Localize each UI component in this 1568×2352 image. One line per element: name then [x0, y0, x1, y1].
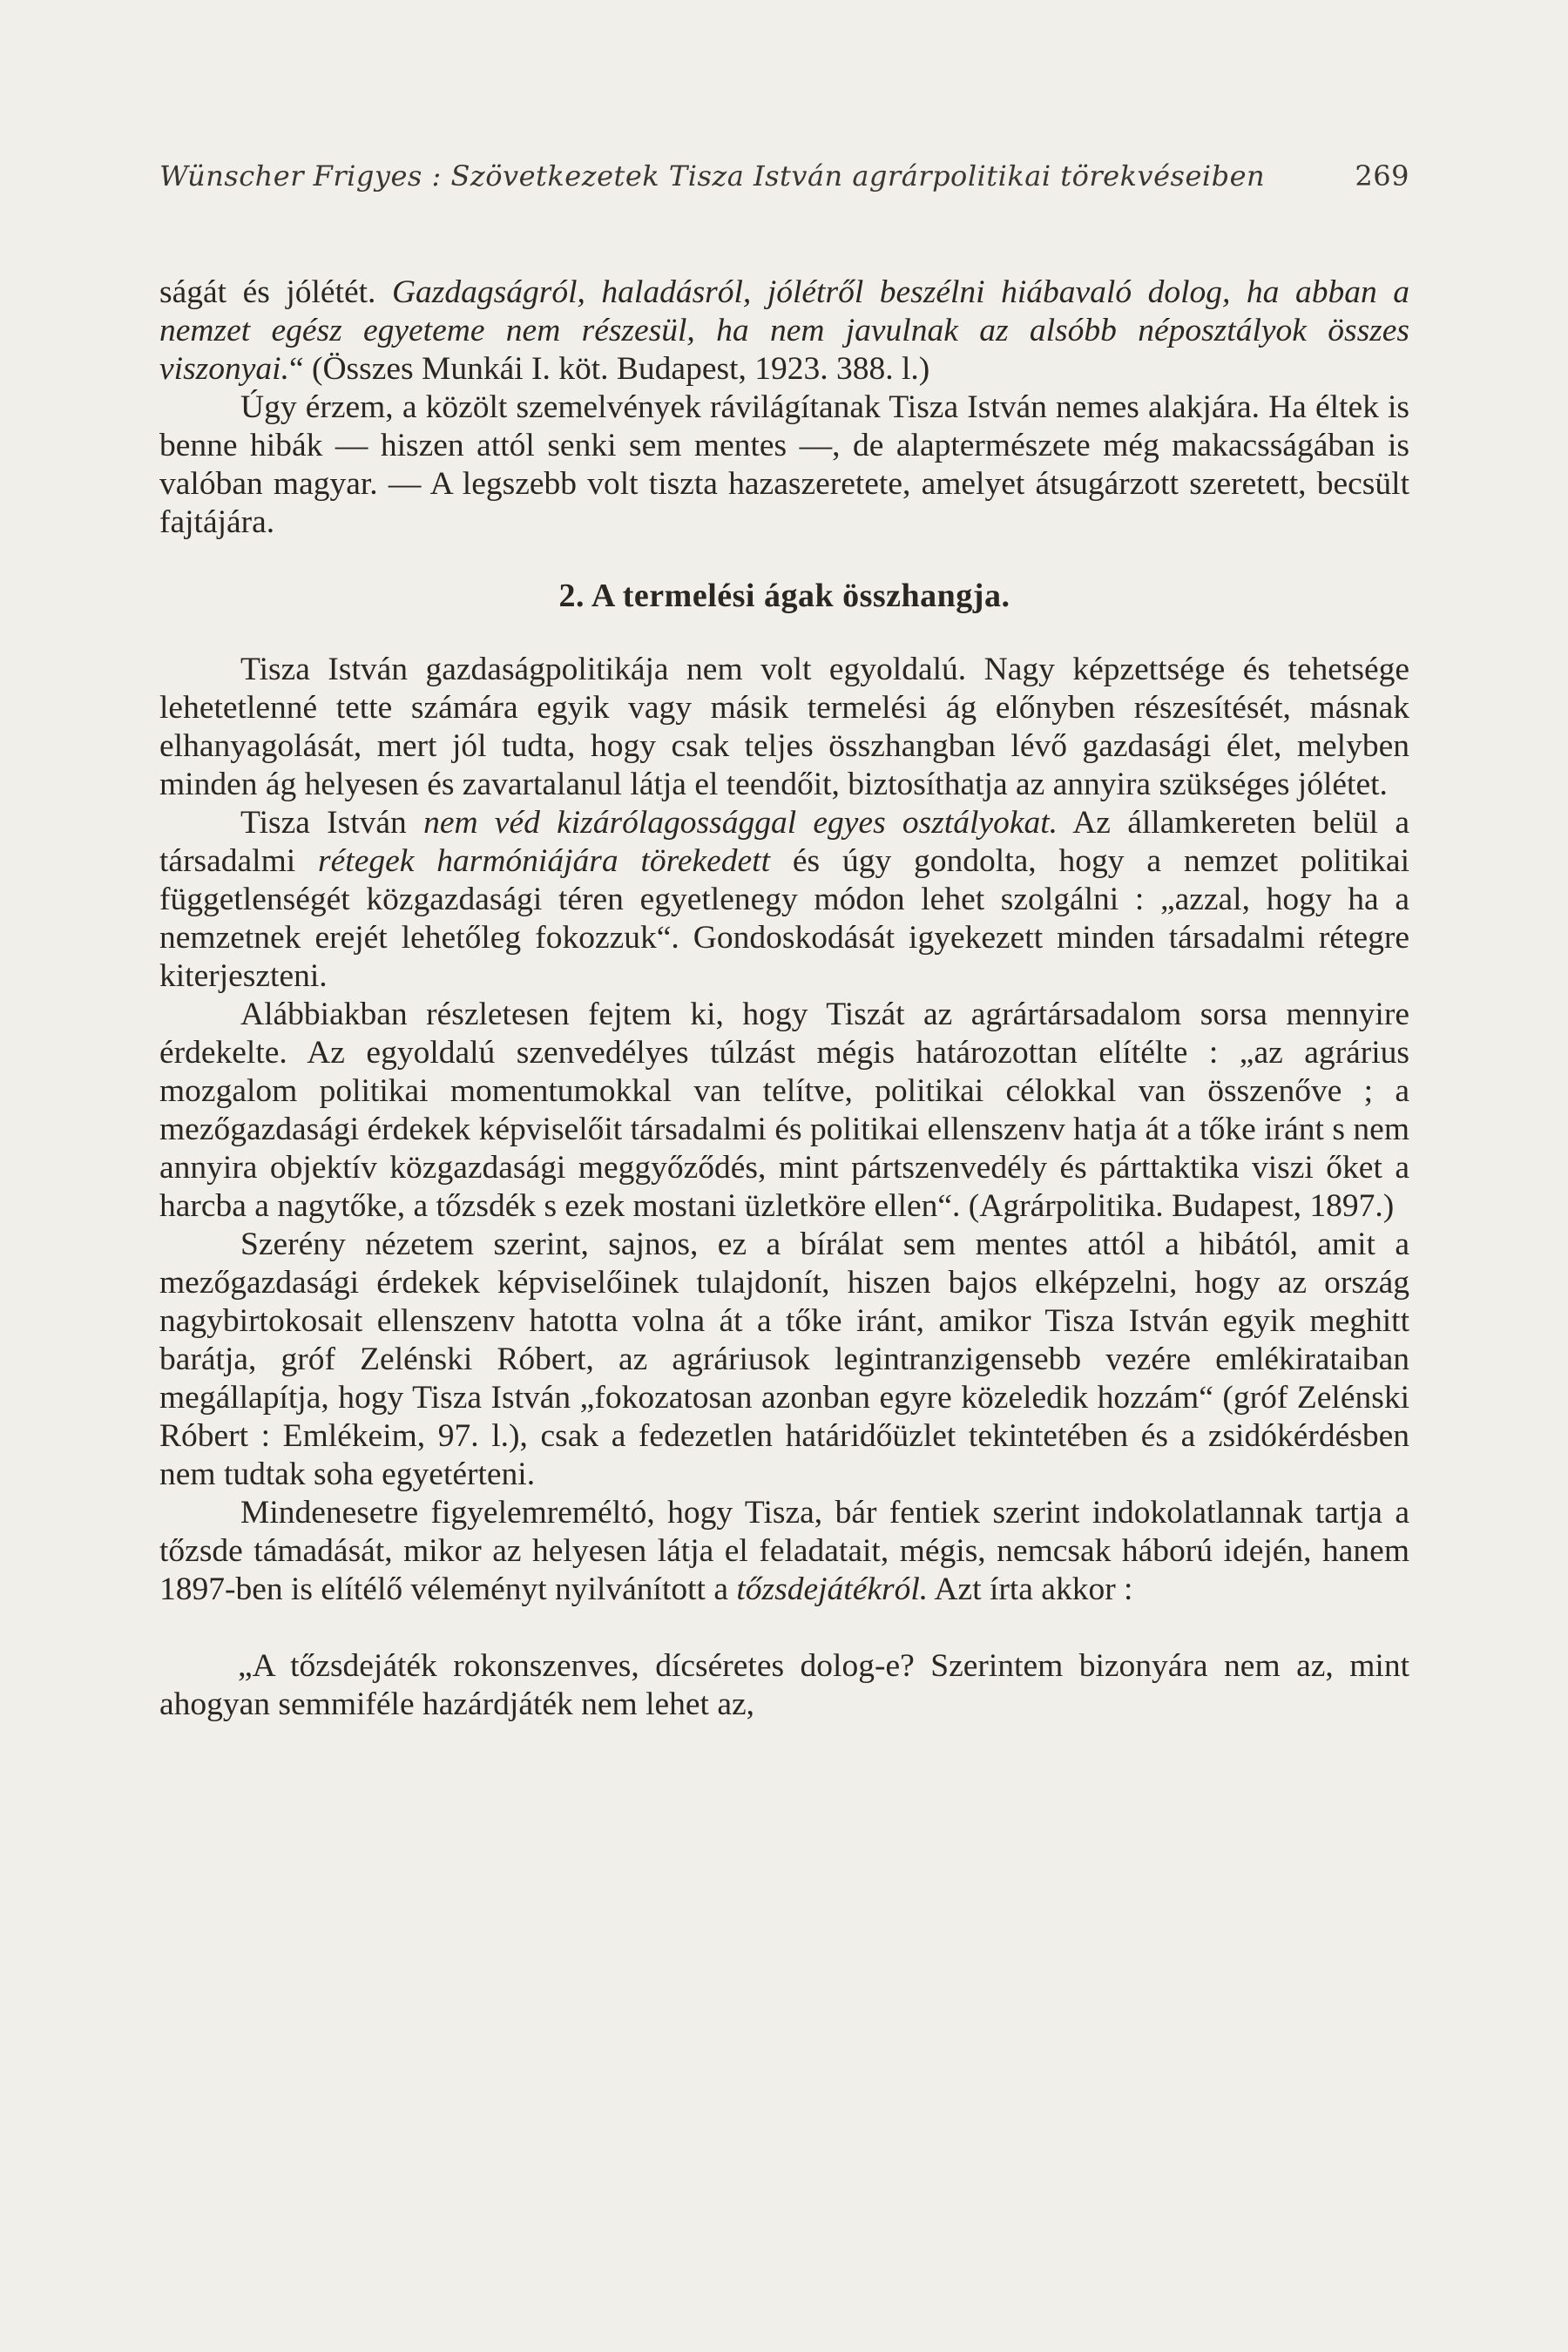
block-quote: „A tőzsdejáték rokonszenves, dícséretes dolog-e? Szerintem bizonyára nem az, mint ahogyan semmiféle hazárdjáték nem lehet az,	[159, 1648, 1409, 1722]
paragraph-3: Tisza István gazdaságpolitikája nem volt egyoldalú. Nagy képzettsége és tehetsége lehetetlenné tette számára egyik vagy másik termelési ág előnyben részesítését, másnak elhanyagolását, mert jól tudta, hogy csak teljes összhangban lévő gazdasági élet, melyben minden ág helyesen és zavartalanul látja el teendőit, biztosíthatja az annyira szükséges jólétet.	[159, 652, 1409, 802]
p7-emphasis: tőzsdejátékról.	[736, 1571, 929, 1607]
section-title: 2. A termelési ágak összhangja.	[558, 578, 1010, 614]
page-number: 269	[1355, 159, 1409, 193]
paragraph-2: Úgy érzem, a közölt szemelvények rávilágítanak Tisza István nemes alakjára. Ha éltek is benne hibák — hiszen attól senki sem mentes —, de alaptermészete még makacsságában is valóban magyar. — A legszebb volt tiszta hazaszeretete, amelyet átsugárzott szeretett, becsült fajtájára.	[159, 389, 1409, 540]
paragraph-6: Szerény nézetem szerint, sajnos, ez a bírálat sem mentes attól a hibától, amit a mezőgazdasági érdekek képviselőinek tulajdonít, hiszen bajos elképzelni, hogy az ország nagybirtokosait ellenszenv hatotta volna át a tőke iránt, amikor Tisza István egyik meghitt barátja, gróf Zelénski Róbert, az agráriusok legintranzigensebb vezére emlékirataiban megállapítja, hogy Tisza István „fokozatosan azonban egyre közeledik hozzám“ (gróf Zelénski Róbert : Emlékeim, 97. l.), csak a fedezetlen határidőüzlet tekintetében és a zsidókérdésben nem tudtak soha egyetérteni.	[159, 1227, 1409, 1492]
p4-emphasis-1: nem véd kizárólagossággal egyes osztályokat.	[423, 805, 1058, 841]
p4-a: Tisza István	[240, 805, 424, 841]
p7-a: Mindenesetre figyelemreméltó, hogy Tisza, bár fentiek szerint indokolatlannak tartja a tőzsde támadását, mikor az helyesen látja el feladatait, mégis, nemcsak háború idején, hanem 1897-ben is elítélő véleményt nyilvánított a	[159, 1495, 1409, 1607]
p7-c: Azt írta akkor :	[928, 1571, 1133, 1607]
p1-lead: ságát és jólétét.	[159, 274, 392, 310]
p1-citation: “ (Összes Munkái I. köt. Budapest, 1923. 388. l.)	[288, 351, 930, 387]
p4-c: Az államkereten belül a társadalmi	[159, 805, 1409, 879]
running-header	[159, 159, 1409, 193]
p4-emphasis-2: rétegek harmóniájára törekedett	[318, 843, 770, 879]
paragraph-4	[159, 804, 1409, 996]
paragraph-5: Alábbiakban részletesen fejtem ki, hogy Tiszát az agrártársadalom sorsa mennyire érdekelte. Az egyoldalú szenvedélyes túlzást mégis határozottan elítélte : „az agrárius mozgalom politikai momentumokkal van telítve, politikai célokkal van összenőve ; a mezőgazdasági érdekek képviselőit társadalmi és politikai ellenszenv hatja át a tőke iránt s nem annyira objektív közgazdasági meggyőződés, mint pártszenvedély és párttaktika viszi őket a harcba a nagytőke, a tőzsdék s ezek mostani üzletköre ellen“. (Agrárpolitika. Budapest, 1897.)	[159, 997, 1409, 1224]
p4-e: és úgy gondolta, hogy a nemzet politikai függetlenségét közgazdasági téren egyetlenegy módon lehet szolgálni : „azzal, hogy ha a nemzetnek erejét lehetőleg fokozzuk“. Gondoskodását igyekezett minden társadalmi rétegre kiterjeszteni.	[159, 843, 1409, 994]
p1-quote: Gazdagságról, haladásról, jólétről beszélni hiábavaló dolog, ha abban a nemzet egész egyeteme nem részesül, ha nem javulnak az alsóbb néposztályok összes viszonyai.	[159, 274, 1409, 387]
body-text	[159, 274, 1409, 1724]
spacer	[159, 1609, 1409, 1647]
paragraph-1	[159, 274, 1409, 389]
header-title: Wünscher Frigyes : Szövetkezetek Tisza István agrárpolitikai törekvéseiben	[159, 159, 1266, 193]
paragraph-7	[159, 1494, 1409, 1609]
